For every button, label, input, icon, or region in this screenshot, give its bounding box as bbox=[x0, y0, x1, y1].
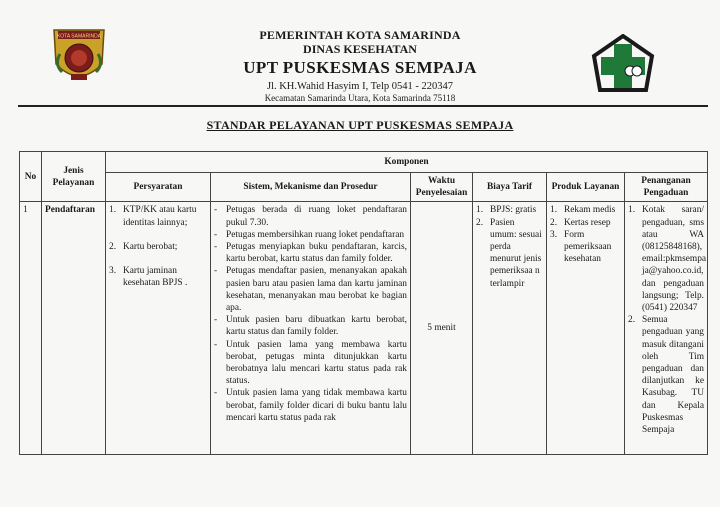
table-row bbox=[20, 202, 708, 455]
header-komponen: Komponen bbox=[106, 152, 708, 173]
list-number: 3. bbox=[109, 266, 117, 277]
procedure-text: Petugas berada di ruang loket pendaftaran pukul 7.30. bbox=[226, 205, 407, 228]
header-penanganan: Penanganan Pengaduan bbox=[625, 173, 708, 202]
address: Jl. KH.Wahid Hasyim I, Telp 0541 - 220347 bbox=[266, 81, 454, 92]
list-text: Rekam medis bbox=[564, 205, 616, 216]
list-number: 1. bbox=[476, 205, 484, 216]
list-item bbox=[628, 204, 707, 314]
header-waktu: Waktu Penyelesaian bbox=[411, 173, 473, 202]
procedure-text: Petugas membersihkan ruang loket pendaftaran bbox=[226, 229, 405, 240]
logo-text: KOTA SAMARINDA bbox=[56, 33, 102, 40]
list-text: Kotak saran/ pengaduan, sms atau WA (08125848168), email:pkmsempa ja@yahoo.co.id, dan pengaduan langsung; Telp. (0541) 220347 bbox=[642, 205, 707, 314]
procedure-text: Petugas mendaftar pasien, menanyakan apakah pasien baru atau pasien lama dan kartu jaminan kesehatan, menanyakan mau berobat ke bagian apa. bbox=[226, 266, 407, 314]
procedure-step bbox=[214, 204, 407, 228]
cell-waktu: 5 menit bbox=[411, 202, 473, 455]
list-number: 1. bbox=[628, 205, 636, 216]
list-number: 3. bbox=[550, 229, 558, 240]
list-text: KTP/KK atau kartu identitas lainnya; bbox=[123, 205, 197, 228]
cell-sistem bbox=[211, 202, 411, 455]
list-item bbox=[550, 204, 621, 216]
list-text: Form pemeriksaan kesehatan bbox=[564, 229, 612, 265]
procedure-step bbox=[214, 265, 407, 314]
procedure-step bbox=[214, 339, 407, 388]
list-number: 2. bbox=[550, 217, 558, 228]
procedure-text: Petugas menyiapkan buku pendaftaran, karcis, kartu berobat, kartu status dan family folder. bbox=[226, 242, 407, 265]
service-standard-table bbox=[19, 151, 708, 455]
procedure-text: Untuk pasien lama yang membawa kartu berobat, petugas minta ditunjukkan kartu berobatnya lalu mencari kartu status pada rak status. bbox=[226, 339, 407, 387]
header-no: No bbox=[20, 152, 42, 202]
cell-no: 1 bbox=[20, 202, 42, 455]
list-text: Kartu berobat; bbox=[123, 241, 178, 252]
cell-penanganan bbox=[625, 202, 708, 455]
header-persyaratan: Persyaratan bbox=[106, 173, 211, 202]
list-text: Kartu jaminan kesehatan BPJS . bbox=[123, 266, 188, 289]
header-jenis: Jenis Pelayanan bbox=[42, 152, 106, 202]
list-item bbox=[476, 217, 543, 290]
cell-jenis: Pendaftaran bbox=[42, 202, 106, 455]
procedure-step bbox=[214, 229, 407, 241]
header-produk: Produk Layanan bbox=[547, 173, 625, 202]
list-text: Kertas resep bbox=[564, 217, 611, 228]
list-text: BPJS: gratis bbox=[490, 205, 537, 216]
list-number: 2. bbox=[628, 315, 636, 326]
list-number: 2. bbox=[476, 217, 484, 228]
document-title: STANDAR PELAYANAN UPT PUSKESMAS SEMPAJA bbox=[206, 118, 514, 132]
bullet-dash: - bbox=[214, 339, 218, 350]
list-item bbox=[628, 314, 704, 436]
letterhead bbox=[170, 28, 550, 104]
institution-name: UPT PUSKESMAS SEMPAJA bbox=[243, 58, 477, 77]
samarinda-city-logo bbox=[46, 24, 112, 90]
puskesmas-logo bbox=[590, 34, 656, 100]
bullet-dash: - bbox=[214, 388, 218, 399]
bullet-dash: - bbox=[214, 242, 218, 253]
department-name: DINAS KESEHATAN bbox=[303, 42, 417, 56]
list-item bbox=[109, 204, 207, 228]
bullet-dash: - bbox=[214, 229, 218, 240]
list-item bbox=[550, 217, 621, 229]
list-text: Semua pengaduan yang masuk ditangani oleh Tim pengaduan dan dilanjutkan ke Kasubag. TU dan Kepala Puskesmas Sempaja bbox=[642, 315, 704, 436]
district: Kecamatan Samarinda Utara, Kota Samarinda 75118 bbox=[264, 93, 456, 103]
list-text: Pasien umum: sesuai perda menurut jenis pemeriksaa n terlampir bbox=[490, 217, 542, 289]
bullet-dash: - bbox=[214, 315, 218, 326]
list-item bbox=[109, 241, 207, 253]
header-sistem: Sistem, Mekanisme dan Prosedur bbox=[211, 173, 411, 202]
cell-persyaratan bbox=[106, 202, 211, 455]
list-number: 2. bbox=[109, 241, 117, 252]
procedure-step bbox=[214, 387, 407, 424]
list-item bbox=[476, 204, 543, 216]
procedure-text: Untuk pasien baru dibuatkan kartu berobat, kartu status dan family folder. bbox=[226, 315, 407, 338]
government-name: PEMERINTAH KOTA SAMARINDA bbox=[259, 28, 461, 42]
list-item bbox=[550, 229, 621, 266]
cell-biaya bbox=[473, 202, 547, 455]
bullet-dash: - bbox=[214, 205, 218, 216]
list-number: 1. bbox=[550, 205, 558, 216]
cell-produk bbox=[547, 202, 625, 455]
header-divider bbox=[18, 105, 708, 107]
procedure-step bbox=[214, 314, 407, 338]
list-number: 1. bbox=[109, 205, 117, 216]
list-item bbox=[109, 265, 207, 289]
procedure-step bbox=[214, 241, 407, 265]
procedure-text: Untuk pasien lama yang tidak membawa kartu berobat, family folder dicari di buku bantu lalu mencari kartu status pada rak bbox=[226, 388, 407, 423]
header-biaya: Biaya Tarif bbox=[473, 173, 547, 202]
bullet-dash: - bbox=[214, 266, 218, 277]
